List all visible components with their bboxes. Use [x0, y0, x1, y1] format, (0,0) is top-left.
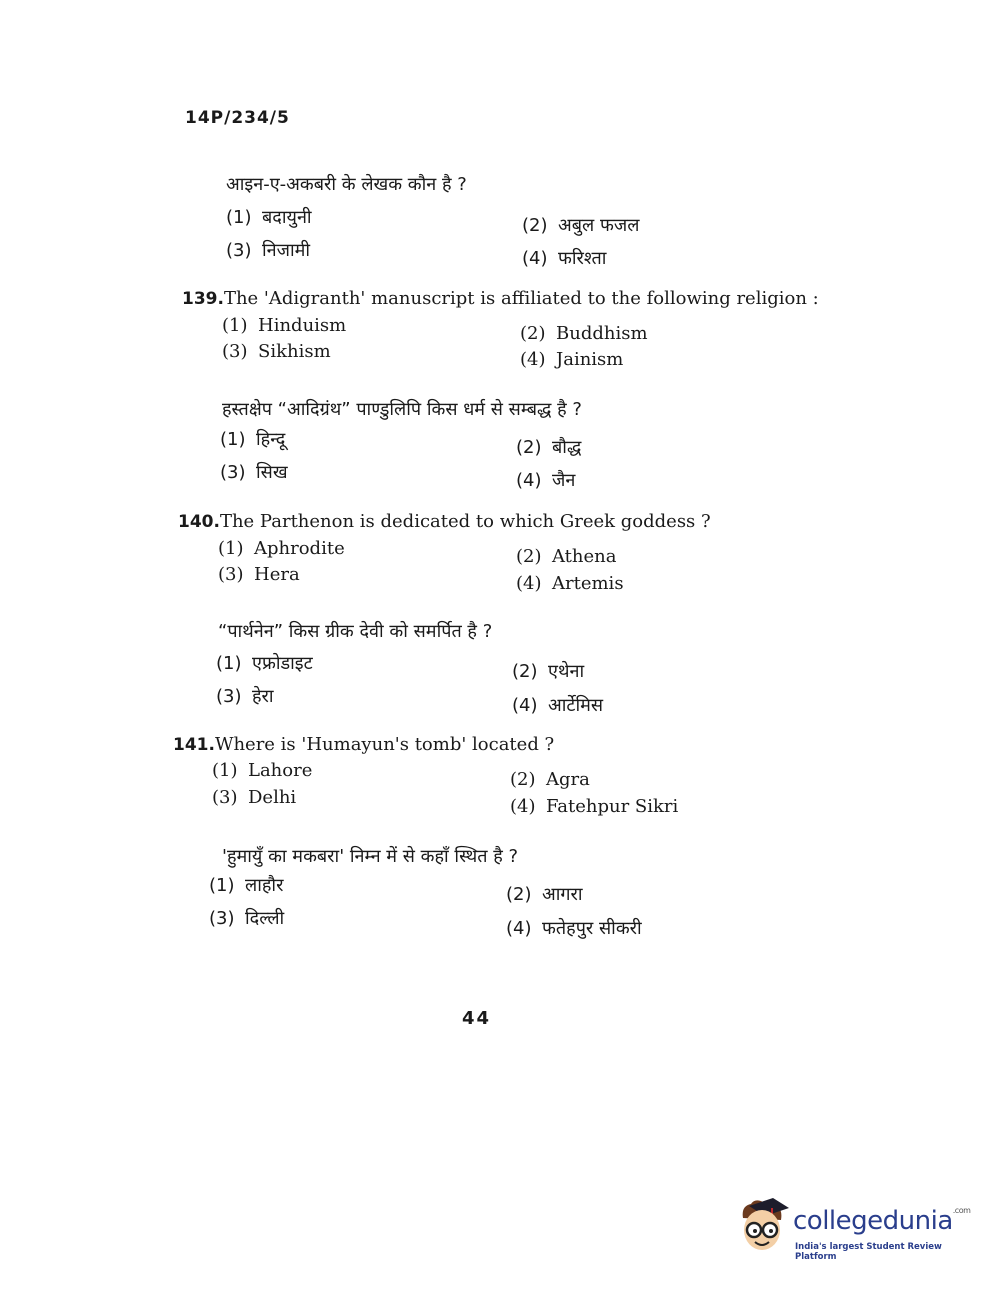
option-1 — [226, 205, 312, 229]
option-number: (3) — [222, 341, 248, 362]
option-text: बदायुनी — [262, 207, 312, 228]
page-number: 44 — [462, 1008, 492, 1029]
option-number: (1) — [216, 653, 242, 674]
option-text: Athena — [552, 546, 617, 567]
brand-name — [793, 1206, 970, 1236]
option-number: (2) — [506, 884, 532, 905]
option-text: लाहौर — [245, 875, 284, 896]
option-4-hindi — [506, 916, 642, 940]
option-2 — [510, 769, 590, 790]
option-text: Hinduism — [258, 315, 347, 336]
option-text: Lahore — [248, 760, 313, 781]
option-text: Fatehpur Sikri — [546, 796, 679, 817]
option-text: Jainism — [556, 349, 624, 370]
option-2-hindi — [512, 659, 584, 683]
paper-code: 14P/234/5 — [185, 108, 290, 128]
option-number: (4) — [522, 248, 548, 269]
question-number: 139. — [182, 289, 224, 309]
option-4-hindi — [516, 468, 575, 492]
question-text — [173, 734, 554, 755]
option-3-hindi — [209, 906, 284, 930]
option-text: फतेहपुर सीकरी — [542, 918, 642, 939]
option-3 — [218, 564, 300, 585]
question-text — [178, 511, 711, 532]
option-3 — [212, 787, 296, 808]
option-2-hindi — [516, 435, 581, 459]
option-text: Artemis — [552, 573, 624, 594]
option-number: (2) — [516, 546, 542, 567]
option-number: (2) — [510, 769, 536, 790]
option-text: जैन — [552, 470, 576, 491]
question-number: 141. — [173, 735, 215, 755]
question-text: आइन-ए-अकबरी के लेखक कौन है ? — [226, 174, 467, 195]
option-2-hindi — [506, 882, 583, 906]
option-number: (4) — [520, 349, 546, 370]
option-number: (4) — [512, 695, 538, 716]
question-number: 140. — [178, 512, 220, 532]
option-text: बौद्ध — [552, 437, 582, 458]
option-text: अबुल फजल — [558, 215, 640, 236]
option-3-hindi — [220, 460, 288, 484]
option-number: (1) — [226, 207, 252, 228]
option-3-hindi — [216, 684, 274, 708]
brand-suffix: .com — [952, 1206, 971, 1215]
option-number: (1) — [212, 760, 238, 781]
option-4 — [522, 246, 606, 270]
option-number: (3) — [209, 908, 235, 929]
option-number: (3) — [218, 564, 244, 585]
option-number: (3) — [212, 787, 238, 808]
option-number: (1) — [209, 875, 235, 896]
option-number: (2) — [522, 215, 548, 236]
option-number: (1) — [222, 315, 248, 336]
question-text-hindi: हस्तक्षेप “आदिग्रंथ” पाण्डुलिपि किस धर्म से सम्बद्ध है ? — [222, 399, 582, 420]
question-body: The Parthenon is dedicated to which Greek goddess ? — [219, 511, 711, 532]
option-1-hindi — [216, 651, 313, 675]
option-number: (1) — [218, 538, 244, 559]
option-number: (4) — [516, 470, 542, 491]
option-1 — [222, 315, 346, 336]
option-number: (2) — [516, 437, 542, 458]
option-number: (4) — [506, 918, 532, 939]
option-text: हिन्दू — [256, 429, 286, 450]
option-4 — [510, 796, 678, 817]
mascot-icon — [735, 1196, 791, 1258]
option-1 — [218, 538, 345, 559]
option-4-hindi — [512, 693, 603, 717]
option-number: (2) — [520, 323, 546, 344]
option-2 — [522, 213, 639, 237]
option-text: Hera — [254, 564, 300, 585]
brand-text: collegedunia — [793, 1206, 953, 1236]
option-text: Aphrodite — [254, 538, 345, 559]
option-text: आगरा — [542, 884, 583, 905]
option-number: (2) — [512, 661, 538, 682]
option-text: निजामी — [262, 240, 311, 261]
option-number: (4) — [516, 573, 542, 594]
option-text: Agra — [546, 769, 590, 790]
option-number: (3) — [226, 240, 252, 261]
option-text: सिख — [256, 462, 288, 483]
brand-tagline: India's largest Student Review Platform — [795, 1242, 942, 1262]
option-number: (1) — [220, 429, 246, 450]
option-3 — [226, 238, 310, 262]
question-text-hindi: “पार्थनेन” किस ग्रीक देवी को समर्पित है ? — [218, 621, 493, 642]
option-text: दिल्ली — [245, 908, 285, 929]
question-text-hindi: 'हुमायुँ का मकबरा' निम्न में से कहाँ स्थित है ? — [222, 846, 519, 867]
option-text: एफ्रोडाइट — [252, 653, 313, 674]
collegedunia-logo — [735, 1196, 971, 1266]
option-1 — [212, 760, 312, 781]
option-2 — [520, 323, 648, 344]
option-text: Buddhism — [556, 323, 648, 344]
option-4 — [516, 573, 624, 594]
option-text: फरिश्ता — [558, 248, 607, 269]
option-text: हेरा — [252, 686, 274, 707]
option-number: (4) — [510, 796, 536, 817]
question-text — [182, 288, 819, 309]
option-text: Sikhism — [258, 341, 331, 362]
option-text: एथेना — [548, 661, 585, 682]
question-body: The 'Adigranth' manuscript is affiliated to the following religion : — [223, 288, 819, 309]
option-3 — [222, 341, 331, 362]
question-body: Where is 'Humayun's tomb' located ? — [214, 734, 555, 755]
option-number: (3) — [216, 686, 242, 707]
option-1-hindi — [209, 873, 283, 897]
option-1-hindi — [220, 427, 285, 451]
option-4 — [520, 349, 623, 370]
option-2 — [516, 546, 617, 567]
option-number: (3) — [220, 462, 246, 483]
option-text: Delhi — [248, 787, 297, 808]
option-text: आर्टेमिस — [548, 695, 604, 716]
